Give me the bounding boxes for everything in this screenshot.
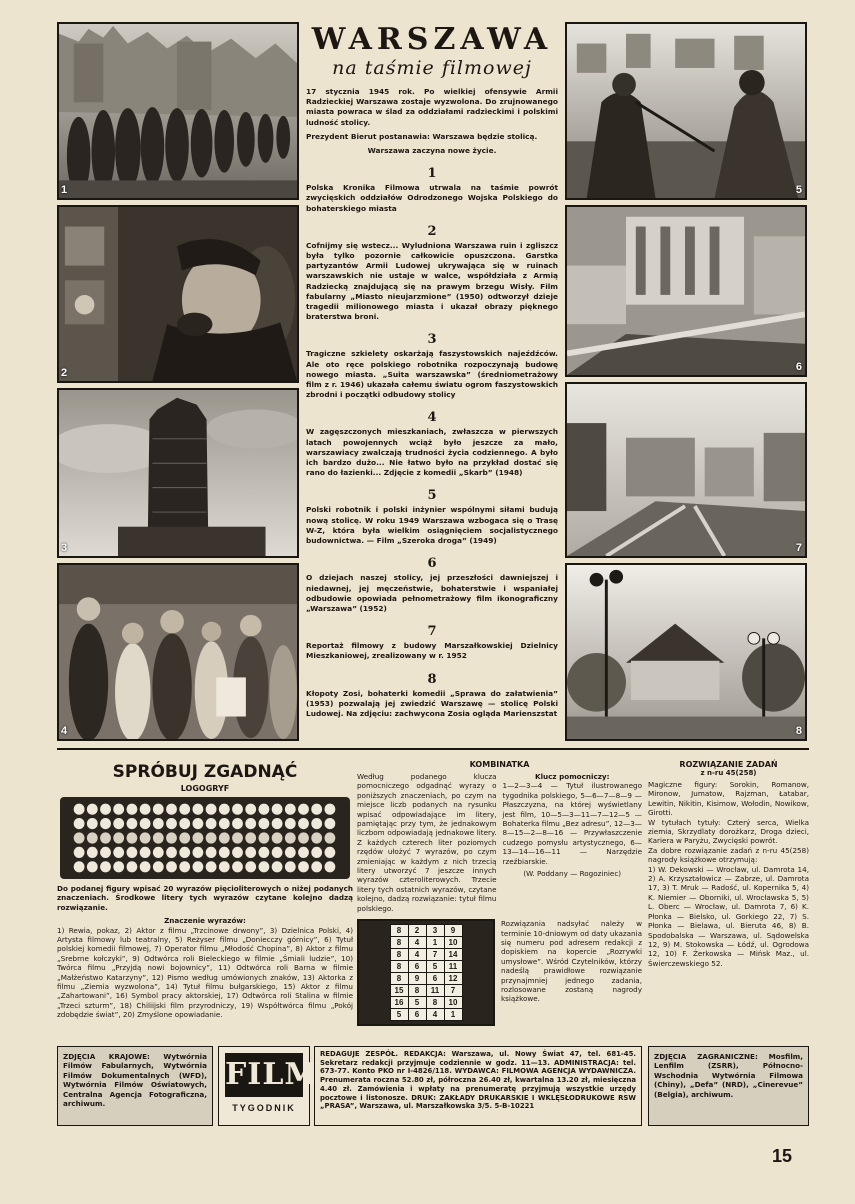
logogryf-cell <box>219 832 230 843</box>
logogryf-cell <box>87 832 98 843</box>
grid-row <box>390 985 462 997</box>
article-title: WARSZAWA <box>311 22 553 57</box>
logogryf-cell <box>272 847 283 858</box>
logogryf-cell <box>193 804 204 815</box>
logogryf-cell <box>285 804 296 815</box>
logogryf-cell <box>153 832 164 843</box>
grid-cell: 15 <box>390 985 408 997</box>
logogryf-cell <box>166 861 177 872</box>
logo-tygodnik-text: TYGODNIK <box>232 1103 296 1113</box>
logogryf-cell <box>87 804 98 815</box>
section-number: 5 <box>427 488 437 504</box>
photo-number: 6 <box>795 361 802 373</box>
clues-title: Znaczenie wyrazów: <box>164 916 246 926</box>
solutions-column <box>648 756 809 1046</box>
logogryf-cell <box>74 832 85 843</box>
section-number: 6 <box>427 556 437 572</box>
logogryf-cell <box>100 818 111 829</box>
logogryf-cell <box>311 847 322 858</box>
section-number: 4 <box>427 410 437 426</box>
grid-row <box>390 961 462 973</box>
grid-cell: 5 <box>426 961 444 973</box>
grid-cell: 8 <box>390 973 408 985</box>
photo-5-rebuilding-workers <box>565 22 807 200</box>
grid-cell: 12 <box>444 973 462 985</box>
section-text: W zagęszczonych mieszkaniach, zwłaszcza w pierwszych latach powojennych wciąż było jeszcze za mało, warszawiacy zwalczają trudności życia codziennego. A było ich bardzo dużo... Nie łatwo było na przykład dostać się rano do łazienki... Zdjęcie z komedii „Skarb” (1948) <box>306 427 558 478</box>
logogryf-cell <box>166 818 177 829</box>
grid-row <box>390 1009 462 1021</box>
grid-row <box>390 973 462 985</box>
logogryf-cell <box>259 847 270 858</box>
grid-cell: 4 <box>408 937 426 949</box>
kombinatka-grid <box>357 919 495 1026</box>
photo-number: 4 <box>61 725 68 737</box>
logogryf-cell <box>140 832 151 843</box>
photo-number: 7 <box>795 542 802 554</box>
logogryf-cell <box>153 818 164 829</box>
winners-intro: Za dobre rozwiązanie zadań z n-ru 45(258) nagrody książkowe otrzymują: <box>648 845 809 865</box>
logogryf-cell <box>232 832 243 843</box>
logogryf-cell <box>232 818 243 829</box>
logogryf-cell <box>74 847 85 858</box>
logogryf-cell <box>298 818 309 829</box>
logogryf-cell <box>153 804 164 815</box>
photo-number: 1 <box>61 184 68 196</box>
logogryf-figure <box>60 797 350 879</box>
logogryf-cell <box>311 861 322 872</box>
section-text: Polski robotnik i polski inżynier wspólnymi siłami budują nową stolicę. W roku 1949 Warszawa wzbogaca się o Trasę W-Z, która była wielkim osiągnięciem socjalistycznego budownictwa. — Film „Szeroka droga” (1949) <box>306 505 558 546</box>
logogryf-cell <box>74 818 85 829</box>
send-instructions: Rozwiązania nadsyłać należy w terminie 10-dniowym od daty ukazania się numeru pod adresem redakcji z dopiskiem na kopercie „Rozrywki umysłowe”. Wśród Czytelników, którzy nadeślą prawidłowe rozwiązanie przynajmniej jednego zadania, rozlosowane zostaną nagrody książkowe. <box>501 919 642 1004</box>
logogryf-cell <box>87 861 98 872</box>
logogryf-cell <box>193 832 204 843</box>
logogryf-cell <box>245 861 256 872</box>
logogryf-cell <box>206 832 217 843</box>
grid-row <box>390 997 462 1009</box>
logogryf-cell <box>232 804 243 815</box>
logogryf-cell <box>285 861 296 872</box>
photo-number: 3 <box>61 542 68 554</box>
intro-paragraph: Prezydent Bierut postanawia: Warszawa będzie stolicą. <box>306 131 538 141</box>
puzzle-column <box>57 756 353 1056</box>
logogryf-cell <box>140 818 151 829</box>
solutions-tytuly: W tytułach tytuły: Czterý serca, Wielka ziemia, Skrzydlaty dorożkarz, Droga dzieci, Kariera w Paryżu, Zwycięski powrót. <box>648 817 809 846</box>
logogryf-cell <box>100 832 111 843</box>
grid-cell: 8 <box>390 925 408 937</box>
credits-foreign: ZDJĘCIA ZAGRANICZNE: Mosfilm, Lenfilm (ZSRR), Północno-Wschodnia Wytwórnia Filmowa (Chiny), „Defa” (NRD), „Cinerevue” (Belgia), archiwum. <box>648 1046 809 1126</box>
logogryf-instructions: Do podanej figury wpisać 20 wyrazów pięcioliterowych o niżej podanych znaczeniach. Środkowe litery tych wyrazów czytane kolejno dadzą rozwiązanie. <box>57 884 353 912</box>
logogryf-cell <box>311 832 322 843</box>
logogryf-cell <box>219 818 230 829</box>
kombinatka-heading: KOMBINATKA <box>469 760 530 769</box>
logogryf-cell <box>140 847 151 858</box>
photo-4-comedy-skarb-scene <box>57 563 299 741</box>
logogryf-cell <box>259 818 270 829</box>
logogryf-cell <box>206 861 217 872</box>
logogryf-cell <box>127 861 138 872</box>
grid-cell: 4 <box>426 1009 444 1021</box>
logogryf-cell <box>245 832 256 843</box>
section-number: 8 <box>427 671 437 687</box>
logogryf-cell <box>179 818 190 829</box>
grid-cell: 11 <box>426 985 444 997</box>
solutions-subheading: z n-ru 45(258) <box>700 769 757 777</box>
grid-cell: 7 <box>426 949 444 961</box>
logogryf-cell <box>259 832 270 843</box>
logogryf-cell <box>325 847 336 858</box>
logogryf-cell <box>298 847 309 858</box>
logogryf-cell <box>100 804 111 815</box>
solutions-text: Magiczne figury: Sorokin, Romanow, Mironow, Jumatow, Rajzman, Łatabar, Lewitin, Nikitin, Kisimow, Wołodin, Nowikow, Girotti. <box>648 780 809 818</box>
logogryf-cell <box>113 818 124 829</box>
puzzle-heading: SPRÓBUJ ZGADNĄĆ <box>112 762 298 782</box>
section-text: Cofnijmy się wstecz... Wyludniona Warszawa ruin i zgliszcz była tylko pozornie całkowicie opuszczona. Garstka partyzantów Armii Ludowej ukrywająca się w ruinach warszawskich nie ustaje w walce, współdziała z Armią Radziecką znajdującą się na prawym brzegu Wisły. Film fabularny „Miasto nieujarzmione” (1950) odtworzył dzieje tragedii milionowego miasta i ukazał obrazy pięknego braterstwa broni. <box>306 240 558 322</box>
editorial-info: REDAGUJE ZESPÓŁ. REDAKCJA: Warszawa, ul. Nowy Świat 47, tel. 681-45. Sekretarz redakcji przyjmuje codziennie w godz. 11—13. ADMINISTRACJA: tel. 673-77. Konto PKO nr I-4826/118. WYDAWCA: FILMOWA AGENCJA WYDAWNICZA. Prenumerata roczna 52.80 zł, półroczna 26.40 zł, kwartalna 13.20 zł, miesięczna 4.40 zł. Zamówienia i wpłaty na prenumeratę przyjmują wszystkie urzędy pocztowe i listonosze. DRUK: ZAKŁADY DRUKARSKIE I WKLĘSŁODRUKOWE RSW „PRASA”, Warszawa, ul. Marszałkowska 3/5. 5-B-10221 <box>314 1046 642 1126</box>
photo-number: 2 <box>61 367 68 379</box>
intro-paragraph: 17 stycznia 1945 rok. Po wielkiej ofensywie Armii Radzieckiej Warszawa zostaje wyzwolona. Do zrujnowanego miasta powraca w ślad za oddziałami radzieckimi i polskimi ludność stolicy. <box>306 87 558 127</box>
logogryf-cell <box>193 861 204 872</box>
photo-6-aerial-city-view <box>565 205 807 377</box>
section-number: 1 <box>427 166 437 182</box>
page-number: 15 <box>772 1146 793 1166</box>
logogryf-cell <box>311 804 322 815</box>
logogryf-cell <box>298 804 309 815</box>
winners-list: 1) W. Dekowski — Wrocław, ul. Damrota 14, 2) A. Krzyształowicz — Zabrze, ul. Damrota 17, 3) T. Mruk — Radość, ul. Kopernika 5, 4) K. Niemier — Oborniki, ul. Wrocławska 5, 5) L. Oberc — Wrocław, ul. Damrota 7, 6) K. Płonka — Bielsko, ul. Gorkiego 22, 7) S. Płonka — Bielawa, ul. Bieruta 46, 8) B. Spodobalska — Warszawa, ul. Sądowelska 12, 9) M. Stokowska — Łódź, ul. Ogrodowa 12, 10) F. Żerkowska — Mińsk Maz., ul. Świerczewskiego 52. <box>648 864 809 968</box>
logogryf-cell <box>179 804 190 815</box>
logogryf-cell <box>311 818 322 829</box>
logogryf-cell <box>206 804 217 815</box>
section-number: 7 <box>427 624 437 640</box>
logogryf-cell <box>153 847 164 858</box>
logogryf-cell <box>219 847 230 858</box>
logogryf-cell <box>140 861 151 872</box>
film-logo <box>218 1046 319 1126</box>
photo-7-marszalkowska-district <box>565 382 807 558</box>
article-subtitle: na taśmie filmowej <box>332 57 532 79</box>
logo-film-text: FILM <box>225 1053 303 1097</box>
logogryf-cell <box>153 861 164 872</box>
logogryf-cell <box>325 818 336 829</box>
kombinatka-authors: (W. Poddany — Rogoziniec) <box>523 869 622 879</box>
credits-domestic: ZDJĘCIA KRAJOWE: Wytwórnia Filmów Fabularnych, Wytwórnia Filmów Dokumentalnych (WFD), Wytwórnia Filmów Oświatowych, Centralna Agencja Fotograficzna, archiwum. <box>57 1046 213 1126</box>
grid-cell: 8 <box>390 937 408 949</box>
logogryf-cell <box>179 832 190 843</box>
logogryf-cell <box>100 847 111 858</box>
logogryf-cell <box>113 861 124 872</box>
grid-row <box>390 925 462 937</box>
grid-cell: 1 <box>426 937 444 949</box>
photo-number: 8 <box>795 725 802 737</box>
grid-cell: 9 <box>444 925 462 937</box>
grid-cell: 16 <box>390 997 408 1009</box>
grid-cell: 10 <box>444 997 462 1009</box>
grid-cell: 5 <box>408 997 426 1009</box>
logogryf-cell <box>325 832 336 843</box>
logogryf-cell <box>140 804 151 815</box>
kombinatka-instructions: Według podanego klucza pomocniczego odgadnąć wyrazy o poniższych znaczeniach, po czym na miejsce liczb podanych na rysunku wpisać odpowiadające im litery, pamiętając przy tym, że jednakowym liczbom odpowiadają jednakowe litery. Z każdych czterech liter poziomych rzędów ułożyć 7 wyrazów, po czym zmieniając w każdym z nich trzecią litery utworzyć 7 jeszcze innych wyrazów czteroliterowych. Trzecie litery tych ostatnich wyrazów, czytane kolejno, dadzą rozwiązanie: tytuł filmu polskiego. <box>357 772 497 913</box>
photo-number: 5 <box>795 184 802 196</box>
grid-cell: 11 <box>444 961 462 973</box>
section-text: Tragiczne szkielety oskarżają faszystowskich najeźdźców. Ale oto ręce polskiego robotnika rozpoczynają budowę nowego miasta. „Suita warszawska” (średniometrażowy film z r. 1946) ukazała całemu światu ogrom faszystowskich zbrodni i początki odbudowy stolicy <box>306 349 558 400</box>
grid-row <box>390 937 462 949</box>
logogryf-cell <box>245 804 256 815</box>
grid-cell: 8 <box>390 961 408 973</box>
section-number: 2 <box>427 223 437 239</box>
logogryf-cell <box>298 832 309 843</box>
grid-cell: 2 <box>408 925 426 937</box>
key-text: 1—2—3—4 — Tytuł ilustrowanego tygodnika polskiego, 5—6—7—8—9 — Płaszczyzna, na której wyświetlany jest film, 10—5—3—11—7—12—5 — Bohaterka filmu „Bez adresu”, 12—3—8—15—2—8—16 — Przywłaszczenie cudzego pomysłu artystycznego, 6—13—14—16—11 — Narzędzie rzeźbiarskie. <box>502 781 642 866</box>
grid-cell: 7 <box>444 985 462 997</box>
logogryf-cell <box>285 847 296 858</box>
logogryf-cell <box>193 818 204 829</box>
logogryf-cell <box>219 861 230 872</box>
logogryf-cell <box>259 861 270 872</box>
photo-8-mariensztat-lamps <box>565 563 807 741</box>
grid-cell: 8 <box>426 997 444 1009</box>
logogryf-cell <box>87 818 98 829</box>
logogryf-cell <box>298 861 309 872</box>
logogryf-cell <box>272 804 283 815</box>
grid-cell: 9 <box>408 973 426 985</box>
grid-row <box>390 949 462 961</box>
logogryf-cell <box>232 861 243 872</box>
section-number: 3 <box>427 332 437 348</box>
logogryf-cell <box>272 861 283 872</box>
grid-cell: 8 <box>408 985 426 997</box>
grid-cell: 5 <box>390 1009 408 1021</box>
key-title: Klucz pomocniczy: <box>535 772 610 781</box>
logogryf-cell <box>272 818 283 829</box>
logogryf-cell <box>113 804 124 815</box>
grid-cell: 6 <box>408 961 426 973</box>
logogryf-cell <box>166 847 177 858</box>
grid-cell: 1 <box>444 1009 462 1021</box>
grid-cell: 14 <box>444 949 462 961</box>
logogryf-cell <box>166 804 177 815</box>
logogryf-cell <box>87 847 98 858</box>
logogryf-cell <box>206 818 217 829</box>
logogryf-cell <box>219 804 230 815</box>
logogryf-cell <box>127 804 138 815</box>
intro-paragraph: Warszawa zaczyna nowe życie. <box>367 146 497 156</box>
photo-3-ruined-building-skeleton <box>57 388 299 558</box>
clues-text: 1) Rewia, pokaz, 2) Aktor z filmu „Trzcinowe drwony”, 3) Dzielnica Polski, 4) Artysta filmowy lub teatralny, 5) Reżyser filmu „Doniecczy górnicy”, 6) Tytuł polskiej komedii filmowej, 7) Operator filmu „Młodość Chopina”, 8) Aktor z filmu „Srebrne kołczyki”, 9) Odtwórca roli Bieleckiego w filmie „Śmiali ludzie”, 10) Twórca filmu „Przyjdą nowi bojownicy”, 11) Odtwórca roli Barna w filmie „Małżeństwo Katarzyny”, 12) Pismo według umówionych znaków, 13) Aktorka z filmu „Ziemia wyzwolona”, 14) Tytuł filmu bułgarskiego, 15) Aktor z filmu „Zahartowani”, 16) Symbol pracy aktorskiej, 17) Odtwórca roli Stalina w filmie „Trzeci szturm”, 18) Chiliijski film przyrodniczy, 19) Współtwórca filmu „Pokój zdobędzie świat”, 20) Zmyślone opowiadanie. <box>57 925 353 1020</box>
logogryf-cell <box>285 818 296 829</box>
logogryf-cell <box>113 847 124 858</box>
logogryf-cell <box>127 818 138 829</box>
logogryf-cell <box>193 847 204 858</box>
logogryf-label: LOGOGRYF <box>180 784 230 793</box>
logogryf-cell <box>259 804 270 815</box>
section-text: O dziejach naszej stolicy, jej przeszłości dawniejszej i niedawnej, jej męczeństwie, bohaterstwie i wspaniałej odbudowie opowiada pełnometrażowy film ikonograficzny „Warszawa” (1952) <box>306 573 558 613</box>
photo-1-soldiers-in-ruins <box>57 22 299 200</box>
logogryf-cell <box>206 847 217 858</box>
article-column <box>306 20 558 742</box>
logogryf-cell <box>74 861 85 872</box>
section-text: Reportaż filmowy z budowy Marszałkowskiej Dzielnicy Mieszkaniowej, zrealizowany w r. 1952 <box>306 641 558 661</box>
logogryf-cell <box>232 847 243 858</box>
section-text: Polska Kronika Filmowa utrwala na taśmie powrót zwycięskich oddziałów Odrodzonego Wojska Polskiego do bohaterskiego miasta <box>306 183 558 213</box>
logogryf-cell <box>74 804 85 815</box>
grid-cell: 3 <box>426 925 444 937</box>
logogryf-cell <box>166 832 177 843</box>
logogryf-cell <box>245 818 256 829</box>
photo-2-partisan-with-telephone <box>57 205 299 383</box>
logogryf-cell <box>285 832 296 843</box>
logogryf-cell <box>127 847 138 858</box>
logogryf-cell <box>113 832 124 843</box>
logogryf-cell <box>179 847 190 858</box>
logogryf-cell <box>100 861 111 872</box>
kombinatka-column <box>357 756 642 1040</box>
logogryf-cell <box>272 832 283 843</box>
grid-cell: 4 <box>408 949 426 961</box>
logogryf-cell <box>245 847 256 858</box>
logogryf-cell <box>325 804 336 815</box>
logogryf-cell <box>325 861 336 872</box>
section-text: Kłopoty Zosi, bohaterki komedii „Sprawa do załatwienia” (1953) pozwalają jej zwiedzić Warszawę — stolicę Polski Ludowej. Na zdjęciu: zachwycona Zosia ogląda Marienszstat <box>306 688 558 718</box>
logogryf-cell <box>127 832 138 843</box>
grid-cell: 6 <box>426 973 444 985</box>
grid-cell: 10 <box>444 937 462 949</box>
grid-cell: 6 <box>408 1009 426 1021</box>
solutions-heading: ROZWIĄZANIE ZADAŃ <box>679 760 778 769</box>
section-divider <box>57 748 809 750</box>
grid-cell: 8 <box>390 949 408 961</box>
logogryf-cell <box>179 861 190 872</box>
